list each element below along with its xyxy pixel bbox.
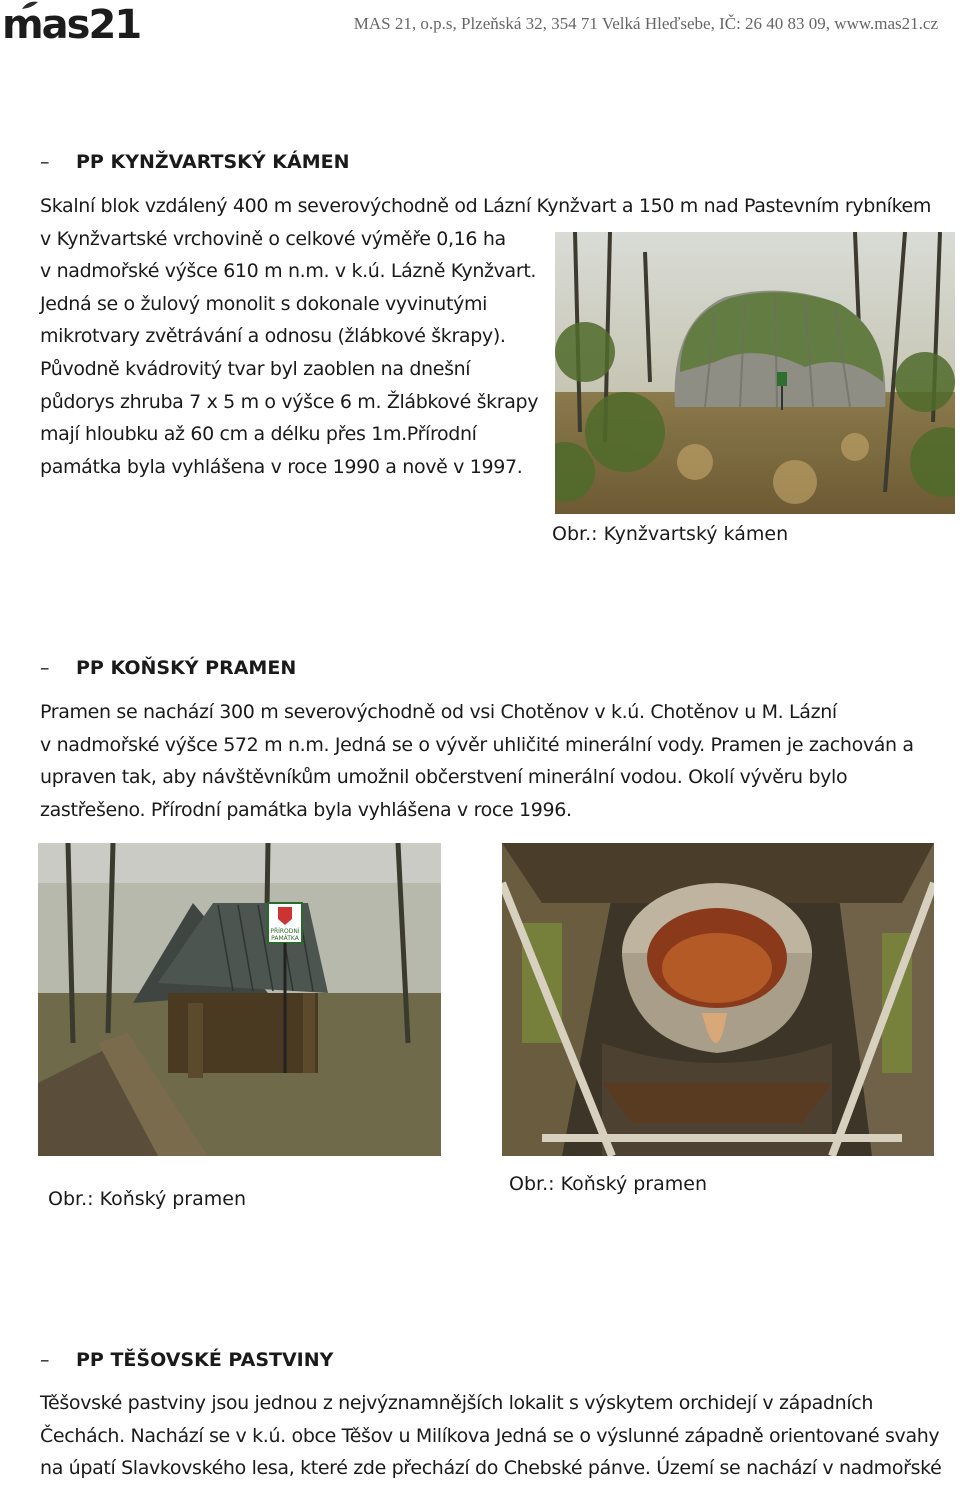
mas21-logo bbox=[2, 0, 141, 48]
section-heading-kynzvartsky-kamen: – PP KYNŽVARTSKÝ KÁMEN bbox=[40, 151, 350, 173]
paragraph-tesovske-pastviny bbox=[40, 1387, 941, 1485]
sign-text-line-1: PŘÍRODNÍ bbox=[270, 928, 300, 935]
text-line: upraven tak, aby návštěvníkům umožnil občerstvení minerální vodou. Okolí vývěru bylo bbox=[40, 766, 848, 789]
heading-text: PP KOŇSKÝ PRAMEN bbox=[76, 657, 297, 679]
text-line: Těšovské pastviny jsou jednou z nejvýznamnějších lokalit s výskytem orchidejí v západních bbox=[40, 1392, 874, 1414]
section-heading-tesovske-pastviny: – PP TĚŠOVSKÉ PASTVINY bbox=[40, 1349, 334, 1371]
caption-kynzvartsky-kamen: Obr.: Kynžvartský kámen bbox=[552, 523, 789, 545]
heading-text: PP TĚŠOVSKÉ PASTVINY bbox=[76, 1349, 334, 1371]
caption-konsky-pramen-1: Obr.: Koňský pramen bbox=[48, 1188, 247, 1210]
text-line: Pramen se nachází 300 m severovýchodně od vsi Chotěnov v k.ú. Chotěnov u M. Lázní bbox=[40, 701, 837, 723]
heading-text: PP KYNŽVARTSKÝ KÁMEN bbox=[76, 151, 350, 173]
page-header bbox=[0, 0, 960, 50]
text-line: památka byla vyhlášena v roce 1990 a nově v 1997. bbox=[40, 455, 523, 478]
text-line: v Kynžvartské vrchovině o celkové výměře 0,16 ha bbox=[40, 227, 506, 250]
text-line: zastřešeno. Přírodní památka byla vyhlášena v roce 1996. bbox=[40, 798, 572, 821]
caption-konsky-pramen-2: Obr.: Koňský pramen bbox=[509, 1173, 708, 1195]
text-line: Jedná se o žulový monolit s dokonale vyvinutými bbox=[40, 292, 488, 315]
text-line: v nadmořské výšce 572 m n.m. Jedná se o vývěr uhličité minerální vody. Pramen je zachován a bbox=[40, 733, 914, 756]
text-line: mikrotvary zvětrávání a odnosu (žlábkové škrapy). bbox=[40, 325, 506, 348]
text-line: Původně kvádrovitý tvar byl zaoblen na dnešní bbox=[40, 357, 471, 380]
text-line: v nadmořské výšce 610 m n.m. v k.ú. Lázně Kynžvart. bbox=[40, 260, 537, 283]
photo-konsky-pramen-well bbox=[502, 843, 934, 1156]
text-line: na úpatí Slavkovského lesa, které zde přechází do Chebské pánve. Území se nachází v nadmořské bbox=[40, 1457, 942, 1480]
text-line: Skalní blok vzdálený 400 m severovýchodně od Lázní Kynžvart a 150 m nad Pastevním rybníkem bbox=[40, 195, 932, 217]
sign-text-line-2: PAMÁTKA bbox=[271, 935, 299, 942]
text-line: půdorys zhruba 7 x 5 m o výšce 6 m. Žlábkové škrapy bbox=[40, 390, 539, 413]
paragraph-konsky-pramen bbox=[40, 696, 914, 826]
header-contact: MAS 21, o.p.s, Plzeňská 32, 354 71 Velká Hleďsebe, IČ: 26 40 83 09, www.mas21.cz bbox=[353, 14, 938, 33]
photo-konsky-pramen-shelter bbox=[38, 843, 441, 1156]
logo-text: mas21 bbox=[2, 2, 141, 48]
photo-kynzvartsky-kamen bbox=[555, 232, 955, 514]
text-line: mají hloubku až 60 cm a délku přes 1m.Přírodní bbox=[40, 423, 477, 446]
text-line: Čechách. Nachází se v k.ú. obce Těšov u Milíkova Jedná se o výslunné západně orientované svahy bbox=[40, 1424, 940, 1447]
section-heading-konsky-pramen: – PP KOŇSKÝ PRAMEN bbox=[40, 657, 297, 679]
